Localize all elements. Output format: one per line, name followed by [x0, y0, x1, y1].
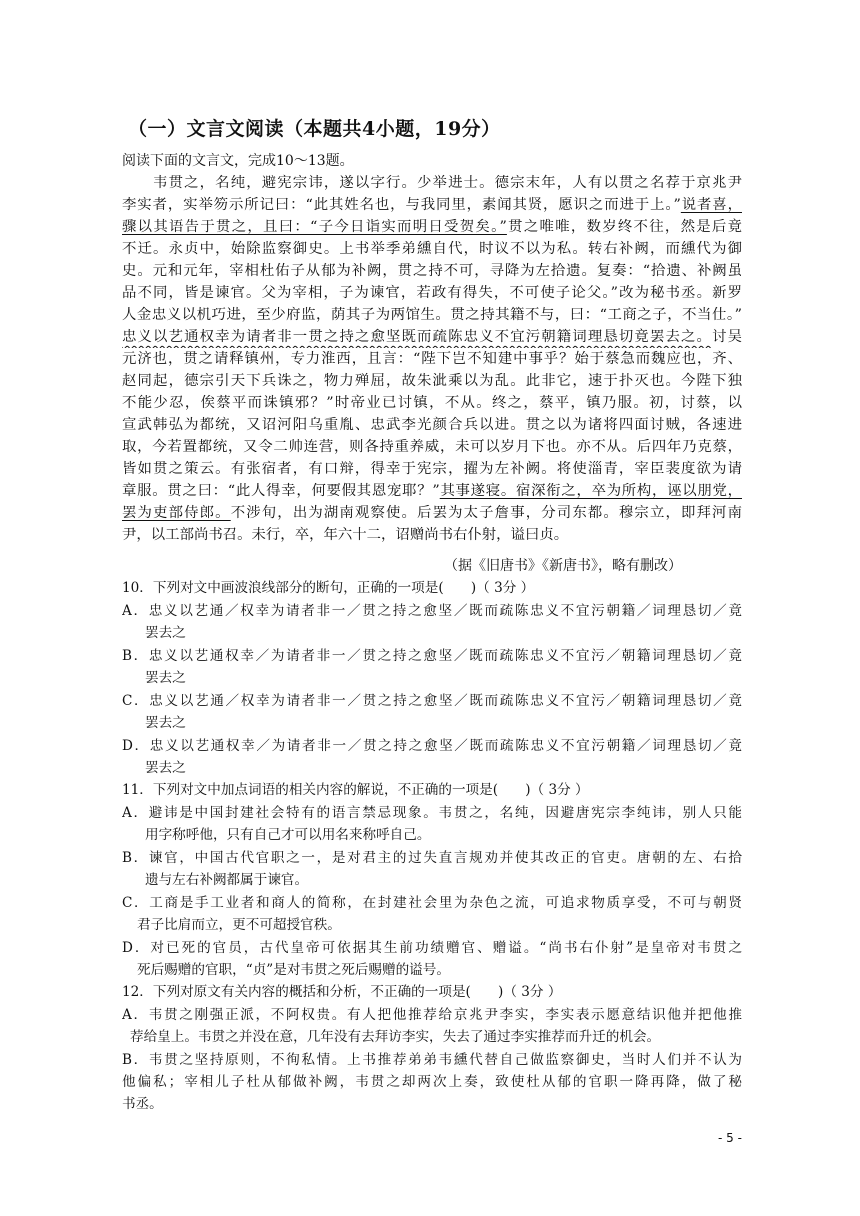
passage-line: 皆如贯之策云。有张宿者，有口辩，得幸于宪宗，擢为左补阙。将使淄青，宰臣裴度欲为请 [122, 461, 742, 477]
underlined-sentence: 说者喜， [680, 197, 742, 213]
passage-line: 取，今若置都统，又令二帅连营，则各持重养威，未可以岁月下也。亦不从。后四年乃克蔡， [122, 439, 742, 455]
option-b-cont: 书丞。 [122, 1096, 163, 1112]
option-c: C．工商是手工业者和商人的简称，在封建社会里为杂色之流，可追求物质享受，不可与朝贤 [122, 895, 742, 911]
option-a-cont: 罢去之 [145, 625, 186, 641]
passage-line: 尹，以工部尚书召。未行，卒，年六十二，诏赠尚书右仆射，谥曰贞。 [122, 527, 569, 543]
underlined-sentence: 骤以其语告于贯之，且曰：“子今日诣实而明日受贺矣。” [122, 219, 507, 235]
option-b: B．韦贯之坚持原则，不徇私情。上书推荐弟弟韦纁代替自己做监察御史，当时人们并不认为 [122, 1052, 742, 1068]
option-b-cont: 他偏私；宰相儿子杜从郁做补阙，韦贯之却两次上奏，致使杜从郁的官职一降再降，做了秘 [122, 1074, 742, 1090]
option-a: A．忠义以艺通／权幸为请者非一／贯之持之愈坚／既而疏陈忠义不宜污朝籍／词理恳切／竟 [122, 603, 742, 619]
passage-line: 不迁。永贞中，始除监察御史。上书举季弟纁自代，时议不以为私。转右补阙，而纁代为御 [122, 241, 742, 257]
passage-line: 李实者，实举笏示所记曰：“此其姓名也，与我同里，素闻其贤，愿识之而进于上。”说者喜， [122, 197, 742, 213]
instructions: 阅读下面的文言文，完成10～13题。 [122, 153, 354, 169]
passage-line: 史。元和元年，宰相杜佑子从郁为补阙，贯之持不可，寻降为左拾遗。复奏：“拾遗、补阙虽 [122, 263, 742, 279]
option-d-cont: 死后赐赠的官职，“贞”是对韦贯之死后赐赠的谥号。 [137, 962, 450, 978]
question-stem: 10．下列对文中画波浪线部分的断句，正确的一项是( )（ 3分 ） [122, 580, 535, 596]
option-a: A．韦贯之刚强正派，不阿权贵。有人把他推荐给京兆尹李实，李实表示愿意结识他并把他推 [122, 1007, 742, 1023]
option-d: D．忠义以艺通权幸／为请者非一／贯之持之愈坚／既而疏陈忠义不宜污朝籍／词理恳切／竟 [122, 738, 742, 754]
passage-line: 忠义以艺通权幸为请者非一贯之持之愈坚既而疏陈忠义不宜污朝籍词理恳切竟罢去之。讨吴 [122, 329, 742, 345]
option-b-cont: 罢去之 [145, 670, 186, 686]
option-a: A．避讳是中国封建社会特有的语言禁忌现象。韦贯之，名纯，因避唐宪宗李纯讳，别人只能 [122, 805, 742, 821]
option-a-cont: 用字称呼他，只有自己才可以用名来称呼自己。 [145, 827, 431, 843]
passage-line: 韦贯之，名纯，避宪宗讳，遂以字行。少举进士。德宗末年，人有以贯之名荐于京兆尹 [122, 175, 742, 191]
option-b: B．谏官，中国古代官职之一，是对君主的过失直言规劝并使其改正的官吏。唐朝的左、右拾 [122, 850, 742, 866]
underlined-sentence: 其事遂寝。宿深衔之，卒为所构，诬以朋党， [439, 483, 742, 499]
passage-line: 骤以其语告于贯之，且曰：“子今日诣实而明日受贺矣。”贯之唯唯，数岁终不往，然是后竟 [122, 219, 742, 235]
option-b: B．忠义以艺通权幸／为请者非一／贯之持之愈坚／既而疏陈忠义不宜污／朝籍词理恳切／竟 [122, 648, 742, 664]
option-c-cont: 君子比肩而立，更不可超授官秩。 [137, 917, 341, 933]
passage-line: 罢为吏部侍郎。不涉旬，出为湖南观察使。后罢为太子詹事，分司东都。穆宗立，即拜河南 [122, 505, 742, 521]
option-c: C．忠义以艺通／权幸为请者非一／贯之持之愈坚／既而疏陈忠义不宜污／朝籍词理恳切／竟 [122, 693, 742, 709]
section-title: （一）文言文阅读（本题共4小题，19分） [128, 118, 501, 140]
passage-line: 品不同，皆是谏官。父为宰相，子为谏官，若政有得失，不可使子论父。”改为秘书丞。新罗 [122, 285, 742, 301]
passage-line: 宣武韩弘为都统，又诏河阳乌重胤、忠武李光颜合兵以进。贯之以为诸将四面讨贼，各速进 [122, 417, 742, 433]
option-d-cont: 罢去之 [145, 760, 186, 776]
option-b-cont: 遗与左右补阙都属于谏官。 [145, 872, 309, 888]
option-a-cont: 荐给皇上。韦贯之并没在意，几年没有去拜访李实，失去了通过李实推荐而升迁的机会。 [130, 1029, 661, 1045]
passage-line: 元济也，贯之请释镇州，专力淮西，且言：“陛下岂不知建中事乎？始于蔡急而魏应也，齐、 [122, 351, 742, 367]
underlined-sentence: 罢为吏部侍郎。 [122, 505, 231, 521]
passage-line: 章服。贯之曰：“此人得幸，何要假其恩宠耶？”其事遂寝。宿深衔之，卒为所构，诬以朋党， [122, 483, 742, 499]
source-citation: （据《旧唐书》《新唐书》，略有删改） [444, 558, 682, 574]
option-d: D．对已死的官员，古代皇帝可依据其生前功绩赠官、赠谥。“尚书右仆射”是皇帝对韦贯之 [122, 940, 742, 956]
page-number: - 5 - [718, 1131, 742, 1145]
option-c-cont: 罢去之 [145, 715, 186, 731]
passage-line: 赵同起，德宗引天下兵诛之，物力殚屈，故朱泚乘以为乱。此非它，速于扑灭也。今陛下独 [122, 373, 742, 389]
passage-line: 不能少忍，俟蔡平而诛镇邪？”时帝业已讨镇，不从。终之，蔡平，镇乃服。初，讨蔡，以 [122, 395, 742, 411]
passage-line: 人金忠义以机巧进，至少府监，荫其子为两馆生。贯之持其籍不与，曰：“工商之子，不当仕。” [122, 307, 742, 323]
question-stem: 11．下列对文中加点词语的相关内容的解说，不正确的一项是( )（ 3分 ） [122, 782, 589, 798]
wavy-underlined-passage: 忠义以艺通权幸为请者非一贯之持之愈坚既而疏陈忠义不宜污朝籍词理恳切竟罢去之。 [122, 329, 713, 345]
question-stem: 12．下列对原文有关内容的概括和分析，不正确的一项是( )（ 3分 ） [122, 984, 562, 1000]
